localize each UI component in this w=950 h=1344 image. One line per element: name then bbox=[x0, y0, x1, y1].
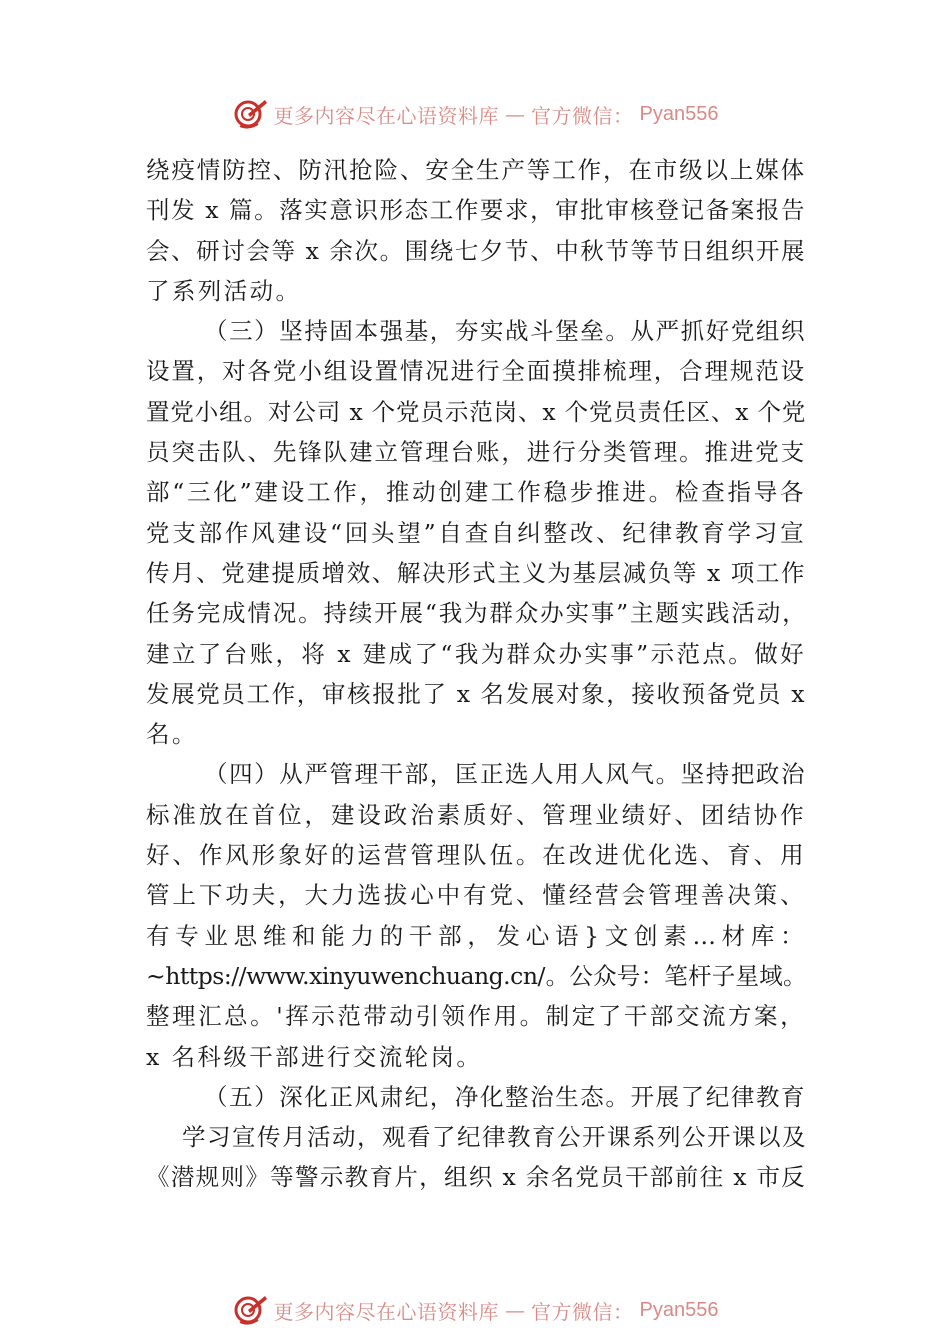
paragraph-1 bbox=[146, 150, 806, 311]
text-line: 设置，对各党小组设置情况进行全面摸排梳理，合理规范设 bbox=[146, 357, 806, 386]
text-line: 标准放在首位，建设政治素质好、管理业绩好、团结协作 bbox=[146, 800, 806, 829]
text-line: ~https://www.xinyuwenchuang.cn/。公众号：笔杆子星域。 bbox=[146, 961, 806, 990]
paragraph-3 bbox=[146, 754, 806, 1076]
text-line: 刊发 x 篇。落实意识形态工作要求，审批审核登记备案报告 bbox=[146, 196, 806, 225]
watermark-label: 官方微信： bbox=[531, 103, 634, 128]
paragraph-4 bbox=[146, 1077, 806, 1198]
text-line: 置党小组。对公司 x 个党员示范岗、x 个党员责任区、x 个党 bbox=[146, 397, 806, 426]
text-line: 传月、党建提质增效、解决形式主义为基层减负等 x 项工作 bbox=[146, 558, 806, 587]
watermark-dash: — bbox=[505, 1298, 526, 1322]
text-line: （三）坚持固本强基，夯实战斗堡垒。从严抓好党组织 bbox=[204, 317, 806, 346]
text-line: 会、研讨会等 x 余次。围绕七夕节、中秋节等节日组织开展 bbox=[146, 236, 806, 265]
watermark-handle: Pyan556 bbox=[639, 1298, 719, 1321]
text-line: 发展党员工作，审核报批了 x 名发展对象，接收预备党员 x bbox=[146, 679, 806, 708]
text-line: x 名科级干部进行交流轮岗。 bbox=[146, 1042, 483, 1071]
text-line: 了系列活动。 bbox=[146, 276, 302, 305]
text-line: 名。 bbox=[146, 720, 198, 749]
text-line: 《潜规则》等警示教育片，组织 x 余名党员干部前往 x 市反 bbox=[146, 1163, 806, 1192]
text-line: 整理汇总。'挥示范带动引领作用。制定了干部交流方案， bbox=[146, 1002, 806, 1031]
text-line: （五）深化正风肃纪，净化整治生态。开展了纪律教育 bbox=[204, 1082, 806, 1111]
text-line: 任务完成情况。持续开展“我为群众办实事”主题实践活动， bbox=[146, 599, 806, 628]
pen-logo-icon bbox=[232, 1292, 268, 1328]
text-line: 党支部作风建设“回头望”自查自纠整改、纪律教育学习宣 bbox=[146, 518, 806, 547]
pen-logo-icon bbox=[232, 96, 268, 132]
footer-watermark bbox=[0, 1290, 950, 1330]
text-line: 建立了台账，将 x 建成了“我为群众办实事”示范点。做好 bbox=[146, 639, 806, 668]
text-line: 绕疫情防控、防汛抢险、安全生产等工作，在市级以上媒体 bbox=[146, 156, 806, 184]
text-line: 部“三化”建设工作，推动创建工作稳步推进。检查指导各 bbox=[146, 478, 806, 507]
text-line: 好、作风形象好的运营管理队伍。在改进优化选、育、用 bbox=[146, 841, 806, 870]
watermark-text: 更多内容尽在心语资料库 bbox=[273, 1299, 500, 1324]
watermark-label: 官方微信： bbox=[531, 1299, 634, 1324]
watermark-handle: Pyan556 bbox=[639, 102, 719, 125]
header-watermark bbox=[0, 94, 950, 134]
watermark-text: 更多内容尽在心语资料库 bbox=[273, 103, 500, 128]
text-line: 员突击队、先锋队建立管理台账，进行分类管理。推进党支 bbox=[146, 438, 806, 467]
watermark-dash: — bbox=[505, 102, 526, 126]
text-line: 学习宣传月活动，观看了纪律教育公开课系列公开课以及 bbox=[182, 1123, 807, 1152]
document-body bbox=[146, 150, 806, 1198]
text-line: （四）从严管理干部，匡正选人用人风气。坚持把政治 bbox=[204, 760, 806, 789]
text-line: 有专业思维和能力的干部，发心语}文创素…材库： bbox=[146, 921, 806, 950]
text-line: 管上下功夫，大力选拔心中有党、懂经营会管理善决策、 bbox=[146, 881, 806, 910]
paragraph-2 bbox=[146, 311, 806, 754]
